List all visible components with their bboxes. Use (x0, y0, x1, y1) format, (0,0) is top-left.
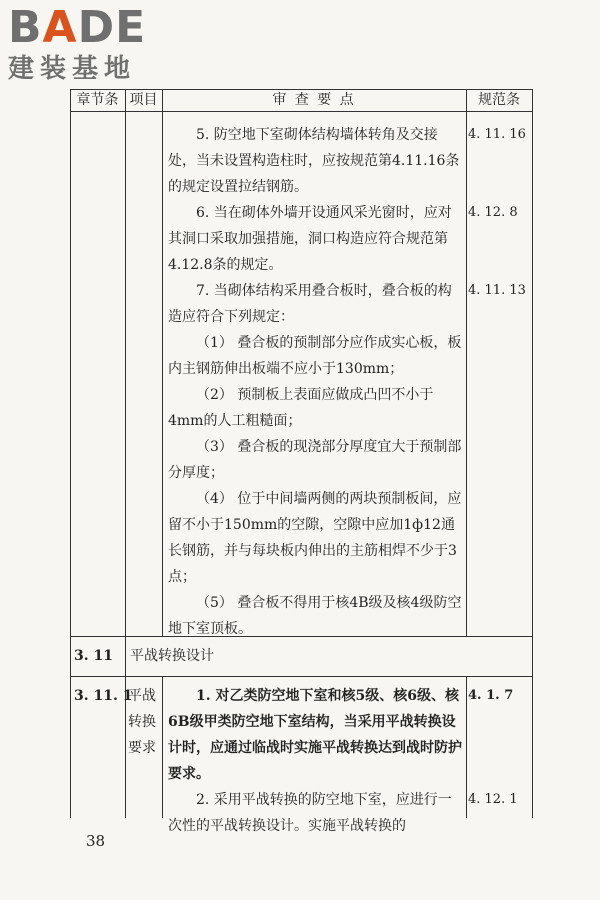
logo-subtitle: 建装基地 (8, 54, 137, 84)
subpoint-2: （2） 预制板上表面应做成凸凹不小于4mm的人工粗糙面； (168, 387, 434, 429)
ref-3-11-1-1: 4. 1. 7 (468, 688, 514, 703)
clause-3-11-1-item: 平战转换要求 (128, 688, 156, 756)
header-review-points: 审 查 要 点 (272, 92, 356, 108)
subpoint-4: （4） 位于中间墙两侧的两块预制板间，应留不小于150mm的空隙，空隙中应加1ф12通长钢筋，并与每块板内伸出的主筋相焊不少于3点； (168, 491, 462, 585)
ref-3-11-1-2: 4. 12. 1 (468, 792, 518, 807)
point-6: 6. 当在砌体外墙开设通风采光窗时，应对其洞口采取加强措施，洞口构造应符合规范第4.12.8条的规定。 (168, 205, 452, 273)
ref-6: 4. 12. 8 (468, 205, 518, 220)
section-3-11-title: 平战转换设计 (130, 648, 214, 664)
page-number: 38 (86, 832, 106, 850)
ref-7: 4. 11. 13 (468, 283, 526, 298)
subpoint-1: （1） 叠合板的预制部分应作成实心板，板内主钢筋伸出板端不应小于130mm； (168, 335, 462, 377)
review-table (70, 89, 533, 834)
bade-logo (8, 2, 178, 84)
point-3-11-1-1: 1. 对乙类防空地下室和核5级、核6级、核6B级甲类防空地下室结构，当采用平战转换设计时，应通过临战时实施平战转换达到战时防护要求。 (168, 688, 462, 782)
header-section: 章节条 (76, 92, 119, 108)
clause-3-11-1-number: 3. 11. 1 (74, 688, 133, 704)
section-3-11-number: 3. 11 (74, 648, 113, 664)
header-spec-clause: 规范条 (478, 92, 520, 108)
subpoint-5: （5） 叠合板不得用于核4B级及核4级防空地下室顶板。 (168, 595, 462, 637)
point-7: 7. 当砌体结构采用叠合板时，叠合板的构造应符合下列规定： (168, 283, 452, 325)
logo-wordmark: BADE (8, 2, 147, 53)
point-5: 5. 防空地下室砌体结构墙体转角及交接处，当未设置构造柱时，应按规范第4.11.16条的规定设置拉结钢筋。 (168, 127, 460, 195)
ref-5: 4. 11. 16 (468, 127, 526, 142)
point-3-11-1-2: 2. 采用平战转换的防空地下室，应进行一次性的平战转换设计。实施平战转换的 (168, 792, 452, 834)
subpoint-3: （3） 叠合板的现浇部分厚度宜大于预制部分厚度； (168, 439, 462, 481)
header-item: 项目 (129, 92, 158, 108)
